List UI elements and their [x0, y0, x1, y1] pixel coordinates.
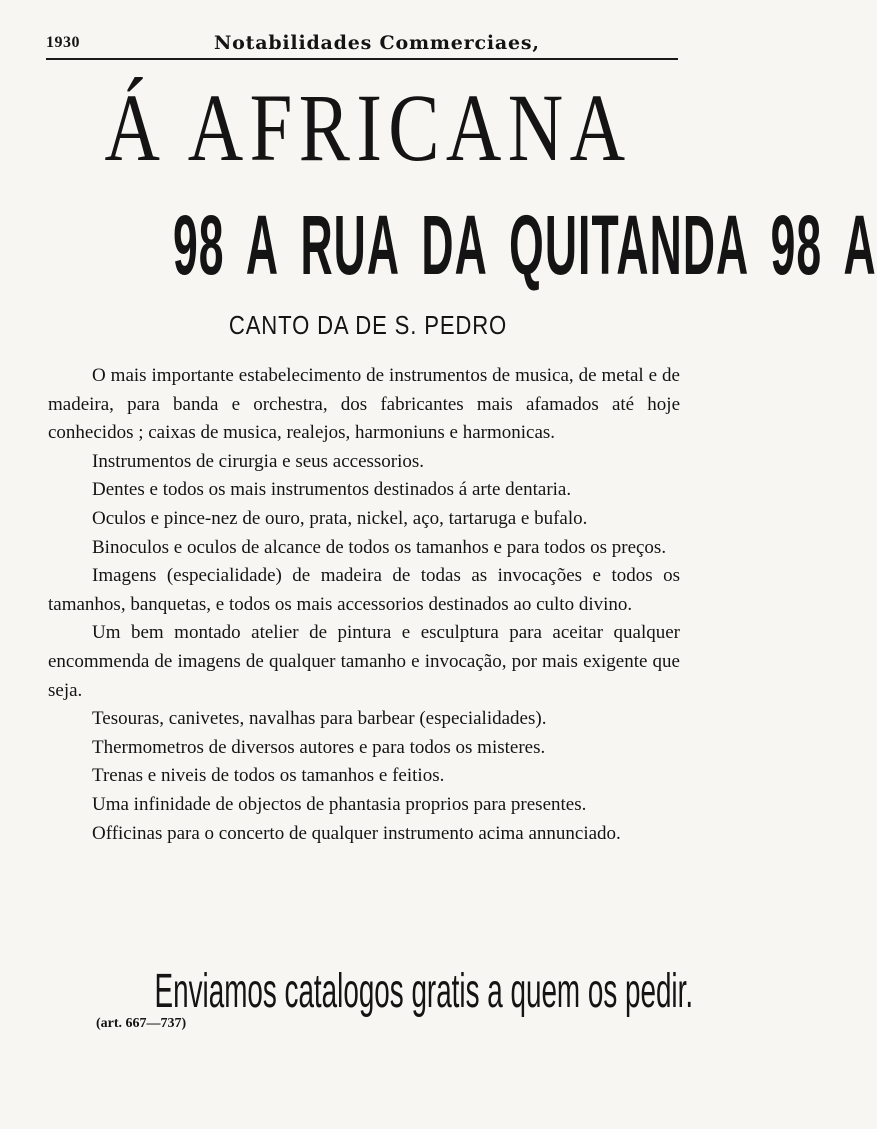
paragraph-workshops: Officinas para o concerto de qualquer instrumento acima annunciado.: [92, 822, 621, 844]
page-header: [46, 30, 678, 60]
paragraph-gifts: Uma infinidade de objectos de phantasia proprios para presentes.: [92, 793, 587, 815]
paragraph-glasses: Oculos e pince-nez de ouro, prata, nickel, aço, tartaruga e bufalo.: [92, 507, 588, 529]
article-reference: (art. 667—737): [96, 1016, 187, 1031]
running-title: Notabilidades Commerciaes,: [214, 32, 540, 54]
paragraph-images: Imagens (especialidade) de madeira de todas as invocações e todos os tamanhos, banquetas, e todos os mais accessorios destinados ao culto divino.: [48, 565, 680, 615]
advert-slogan: Enviamos catalogos gratis a quem os pedir.: [154, 965, 694, 1018]
advert-body: [48, 362, 680, 848]
paragraph-atelier: Um bem montado atelier de pintura e esculptura para aceitar qualquer encommenda de imagens de qualquer tamanho e invocação, por mais exigente que seja.: [48, 622, 680, 701]
advert-title: Á AFRICANA: [104, 74, 632, 181]
advert-address: 98 A RUA DA QUITANDA 98 A: [172, 198, 877, 292]
paragraph-dental: Dentes e todos os mais instrumentos destinados á arte dentaria.: [92, 479, 572, 501]
paragraph-instruments: O mais importante estabelecimento de instrumentos de musica, de metal e de madeira, para banda e orchestra, dos fabricantes mais afamados até hoje conhecidos ; caixas de musica, realejos, harmoniuns e harmonicas.: [48, 365, 680, 444]
paragraph-thermometers: Thermometros de diversos autores e para todos os misteres.: [92, 736, 546, 758]
advert-subtitle: CANTO DA DE S. PEDRO: [228, 310, 508, 340]
paragraph-scissors: Tesouras, canivetes, navalhas para barbear (especialidades).: [92, 708, 547, 730]
paragraph-binoculars: Binoculos e oculos de alcance de todos os tamanhos e para todos os preços.: [92, 536, 667, 558]
header-rule: [46, 58, 678, 60]
page-number: 1930: [46, 34, 80, 51]
paragraph-levels: Trenas e niveis de todos os tamanhos e feitios.: [92, 765, 445, 787]
paragraph-surgery: Instrumentos de cirurgia e seus accessorios.: [92, 450, 425, 472]
